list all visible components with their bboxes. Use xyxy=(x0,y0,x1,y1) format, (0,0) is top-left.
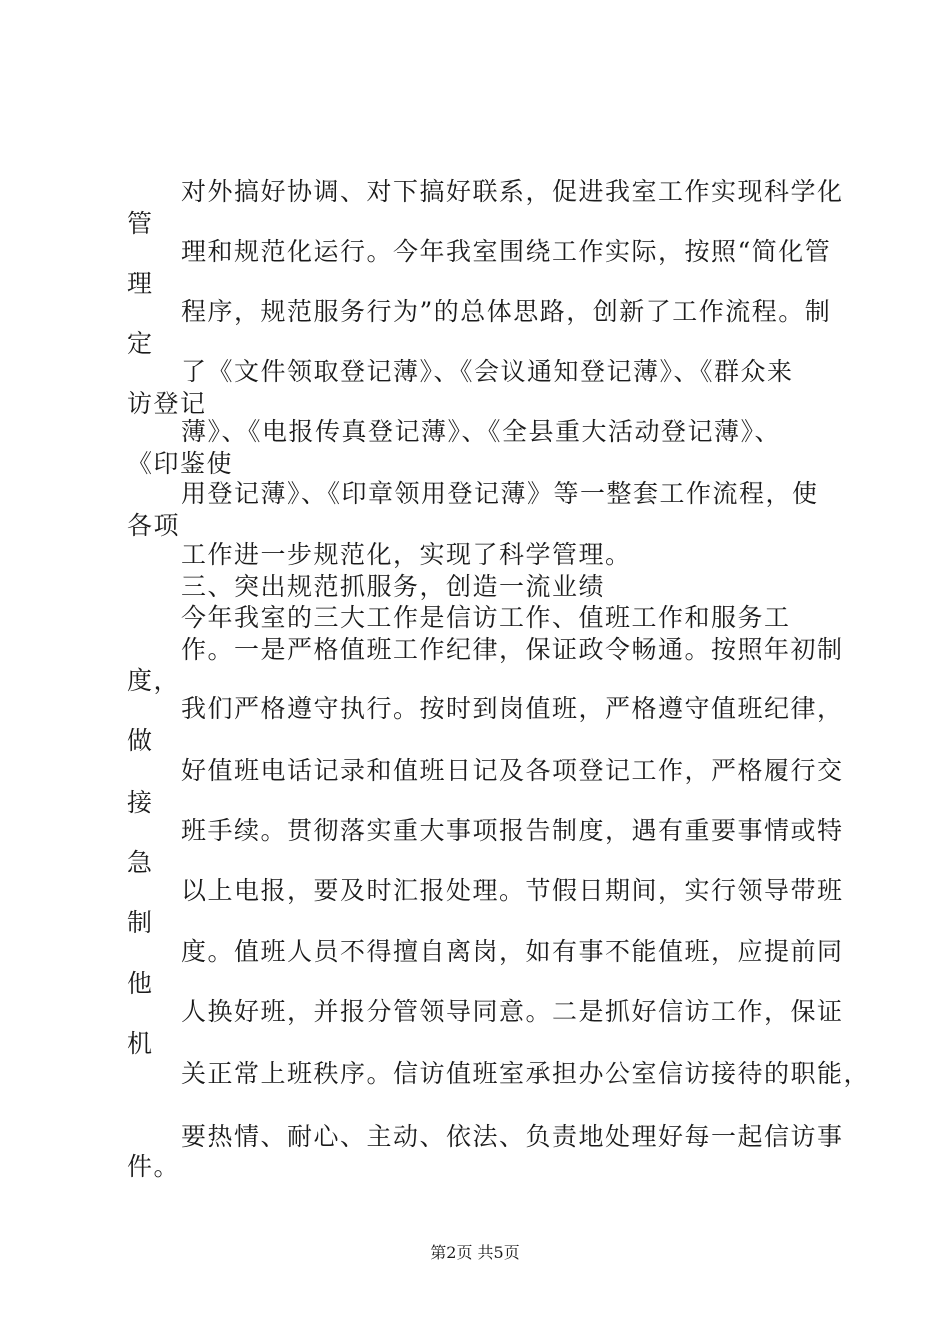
text-line: 度， xyxy=(127,666,181,695)
text-line: 要热情、耐心、主动、依法、负责地处理好每一起信访事 xyxy=(181,1122,844,1151)
text-line: 以上电报，要及时汇报处理。节假日期间，实行领导带班 xyxy=(181,876,844,905)
text-line: 薄》、《电报传真登记薄》、《全县重大活动登记薄》、 xyxy=(181,417,782,446)
text-line: 度。值班人员不得擅自离岗，如有事不能值班，应提前同 xyxy=(181,937,844,966)
text-line: 班手续。贯彻落实重大事项报告制度，遇有重要事情或特 xyxy=(181,816,844,845)
text-line: 理和规范化运行。今年我室围绕工作实际，按照“简化管 xyxy=(181,237,832,266)
text-line: 机 xyxy=(127,1029,154,1058)
text-line: 关正常上班秩序。信访值班室承担办公室信访接待的职能， xyxy=(181,1059,871,1088)
text-line: 《印鉴使 xyxy=(127,449,234,478)
text-line: 急 xyxy=(127,848,154,877)
text-line: 各项 xyxy=(127,511,181,540)
text-line: 做 xyxy=(127,726,154,755)
page-footer: 第2页 共5页 xyxy=(430,1243,520,1262)
text-line: 今年我室的三大工作是信访工作、值班工作和服务工 xyxy=(181,603,791,632)
text-line: 程序，规范服务行为”的总体思路，创新了工作流程。制 xyxy=(181,297,832,326)
text-line: 我们严格遵守执行。按时到岗值班，严格遵守值班纪律， xyxy=(181,694,844,723)
text-line: 件。 xyxy=(127,1152,181,1181)
text-line: 接 xyxy=(127,788,154,817)
text-line: 定 xyxy=(127,329,154,358)
section-heading: 三、突出规范抓服务，创造一流业绩 xyxy=(181,572,606,601)
text-line: 制 xyxy=(127,908,154,937)
text-line: 作。一是严格值班工作纪律，保证政令畅通。按照年初制 xyxy=(181,635,844,664)
text-line: 用登记薄》、《印章领用登记薄》等一整套工作流程，使 xyxy=(181,479,819,508)
text-line: 人换好班，并报分管领导同意。二是抓好信访工作，保证 xyxy=(181,997,844,1026)
text-line: 管 xyxy=(127,209,154,238)
text-line: 对外搞好协调、对下搞好联系，促进我室工作实现科学化 xyxy=(181,177,844,206)
text-line: 他 xyxy=(127,969,154,998)
text-line: 好值班电话记录和值班日记及各项登记工作，严格履行交 xyxy=(181,756,844,785)
text-line: 工作进一步规范化，实现了科学管理。 xyxy=(181,540,632,569)
text-line: 了《文件领取登记薄》、《会议通知登记薄》、《群众来 xyxy=(181,357,794,386)
text-line: 访登记 xyxy=(127,389,207,418)
text-line: 理 xyxy=(127,269,154,298)
